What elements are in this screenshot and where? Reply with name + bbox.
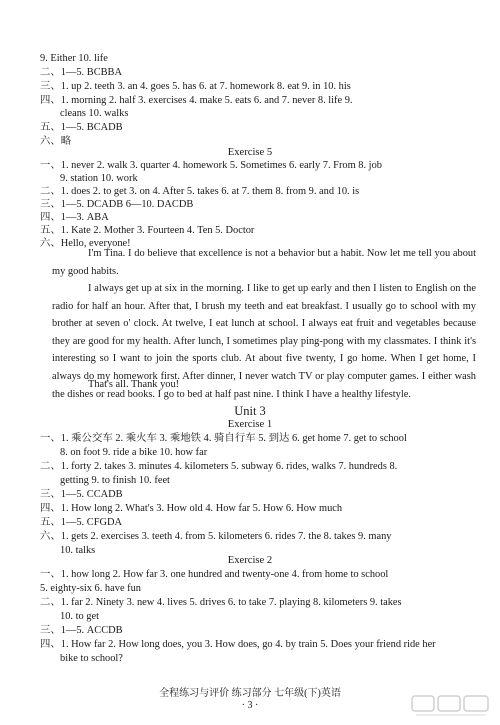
answer-line: 三、1—5. DCADB 6—10. DACDB [40, 199, 194, 210]
answer-line: 六、Hello, everyone! [40, 238, 131, 249]
answer-line: 五、1—5. CFGDA [40, 517, 122, 528]
answer-line: 三、1. up 2. teeth 3. an 4. goes 5. has 6. at 7. homework 8. eat 9. in 10. his [40, 81, 351, 92]
answer-line: 四、1—3. ABA [40, 212, 109, 223]
answer-line: 10. to get [60, 611, 99, 622]
page-footer: 全程练习与评价 练习部分 七年级(下)英语 [159, 688, 341, 699]
exercise-title: Exercise 1 [227, 419, 273, 430]
answer-line: 5. eighty-six 6. have fun [40, 583, 141, 594]
answer-line: 8. on foot 9. ride a bike 10. how far [60, 447, 208, 458]
answer-line: 二、1—5. BCBBA [40, 67, 122, 78]
exercise-title: Exercise 5 [227, 147, 273, 158]
answer-line: 二、1. far 2. Ninety 3. new 4. lives 5. drives 6. to take 7. playing 8. kilometers 9. takes [40, 597, 402, 608]
answer-line: 一、1. never 2. walk 3. quarter 4. homework 5. Sometimes 6. early 7. From 8. job [40, 160, 382, 171]
answer-line: 四、1. How long 2. What's 3. How old 4. How far 5. How 6. How much [40, 503, 343, 514]
essay-paragraph: I'm Tina. I do believe that excellence is not a behavior but a habit. Now let me tell you about my good habits. [52, 248, 476, 277]
answer-line: 六、1. gets 2. exercises 3. teeth 4. from 5. kilometers 6. rides 7. the 8. takes 9. many [40, 531, 392, 542]
answer-line: 四、1. morning 2. half 3. exercises 4. make 5. eats 6. and 7. never 8. life 9. [40, 95, 353, 106]
answer-line: 五、1—5. BCADB [40, 122, 123, 133]
page-number: · 3 · [241, 700, 259, 711]
watermark-logo-icon [410, 693, 492, 721]
answer-line: 六、略 [40, 136, 72, 147]
essay-paragraph: I always get up at six in the morning. I like to get up early and then I listen to English on the radio for half an hour. After that, I brush my teeth and eat breakfast. I usually go to school with my brother at seven o' clock. At twelve, I eat lunch at school. I always eat fruit and vegetables because they are good for my health. After lunch, I sometimes play ping-pong with my classmates. I think it's interesting so I want to join the sports club. At about five twenty, I go home. When I get home, I always do my homework first. After dinner, I never watch TV or play computer games. I either wash the dishes or read books. I go to bed at half past nine. I think I have a healthy lifestyle. [52, 283, 476, 400]
answer-line: 10. talks [60, 545, 96, 556]
answer-line: 9. Either 10. life [40, 53, 108, 64]
answer-line: 一、1. 乘公交车 2. 乘火车 3. 乘地铁 4. 骑自行车 5. 到达 6. get home 7. get to school [40, 433, 407, 444]
answer-line: 二、1. does 2. to get 3. on 4. After 5. takes 6. at 7. them 8. from 9. and 10. is [40, 186, 360, 197]
answer-line: 五、1. Kate 2. Mother 3. Fourteen 4. Ten 5. Doctor [40, 225, 255, 236]
exercise-title: Exercise 2 [227, 555, 273, 566]
essay-paragraph: That's all. Thank you! [88, 379, 180, 390]
answer-line: 三、1—5. ACCDB [40, 625, 123, 636]
answer-line: 一、1. how long 2. How far 3. one hundred and twenty-one 4. from home to school [40, 569, 389, 580]
unit-title: Unit 3 [234, 404, 266, 418]
answer-line: bike to school? [60, 653, 123, 664]
answer-line: getting 9. to finish 10. feet [60, 475, 170, 486]
answer-line: 三、1—5. CCADB [40, 489, 123, 500]
answer-line: 四、1. How far 2. How long does, you 3. How does, go 4. by train 5. Does your friend ride her [40, 639, 436, 650]
answer-line: 二、1. forty 2. takes 3. minutes 4. kilometers 5. subway 6. rides, walks 7. hundreds 8. [40, 461, 398, 472]
answer-line: 9. station 10. work [60, 173, 138, 184]
answer-line: cleans 10. walks [60, 108, 129, 119]
